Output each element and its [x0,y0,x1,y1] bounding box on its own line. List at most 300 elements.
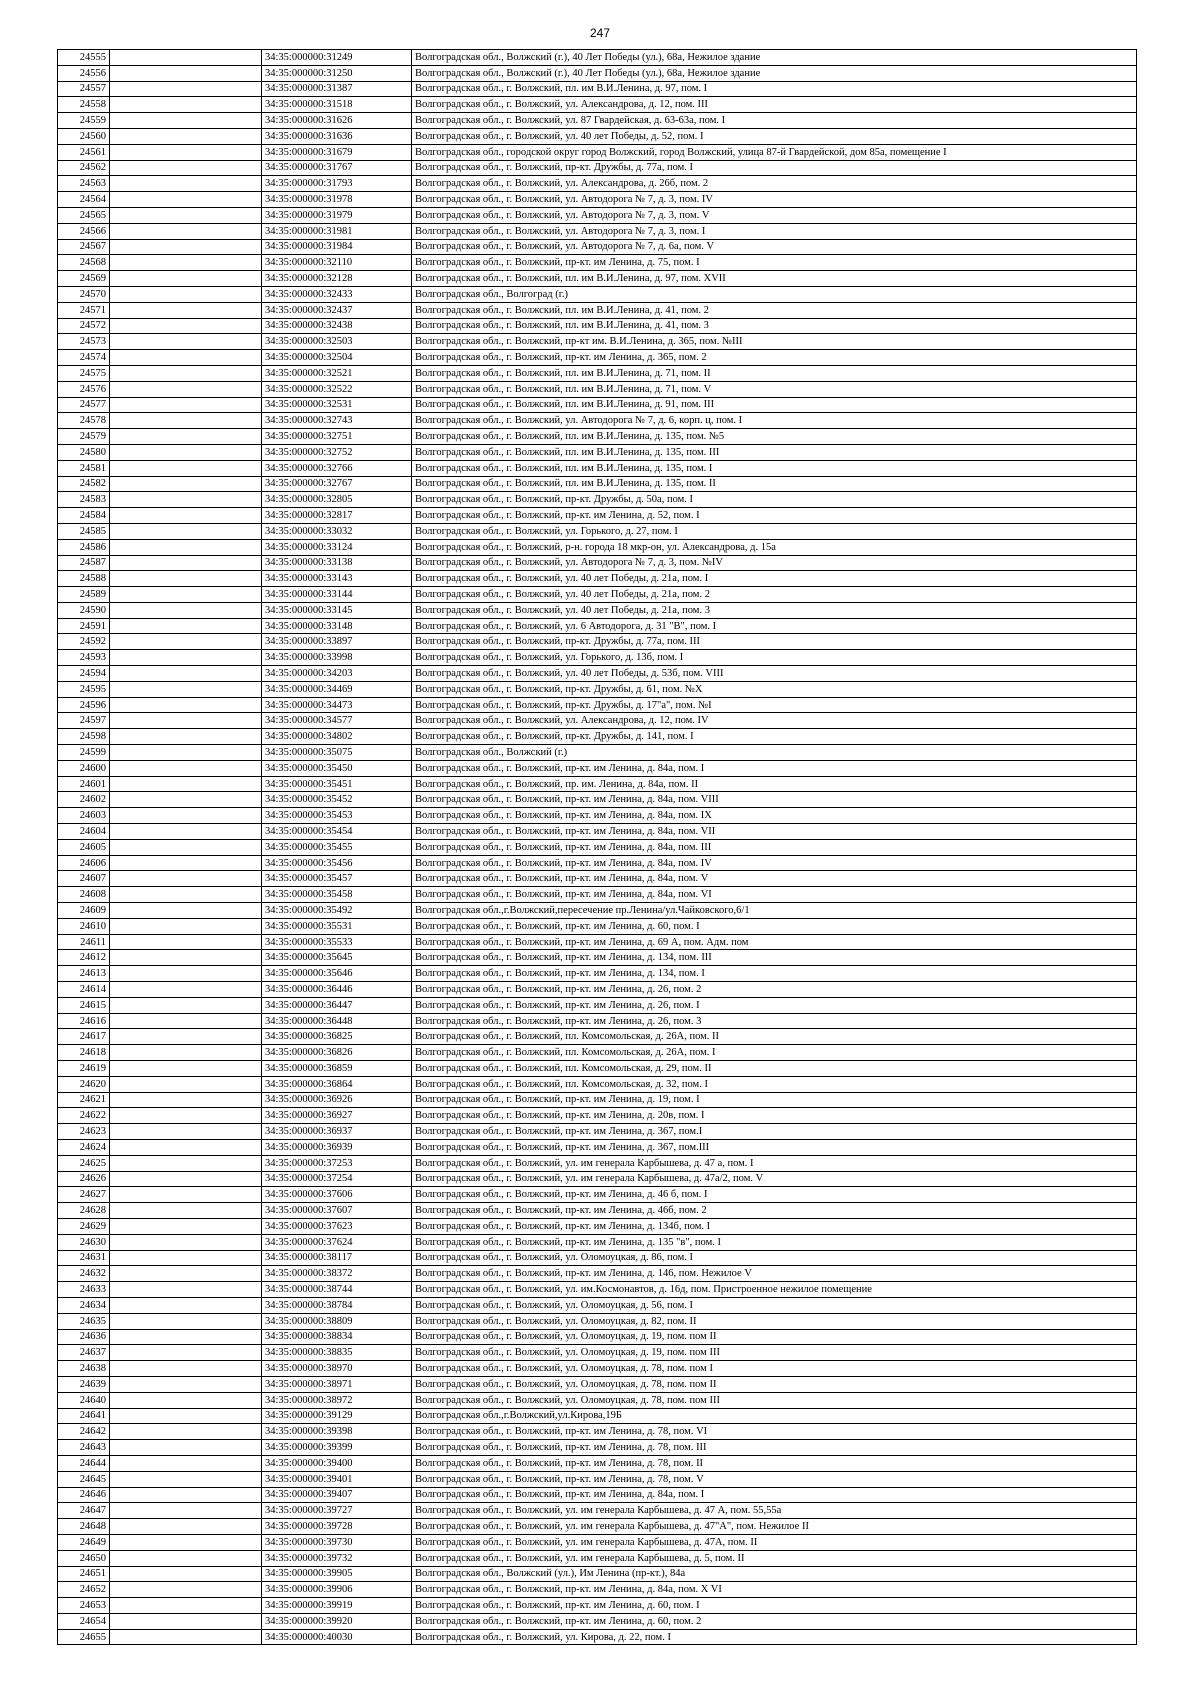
row-number-cell: 24590 [58,602,110,618]
empty-cell [110,824,262,840]
empty-cell [110,1534,262,1550]
row-number-cell: 24626 [58,1171,110,1187]
row-number-cell: 24569 [58,271,110,287]
empty-cell [110,950,262,966]
address-cell: Волгоградская обл., г. Волжский, ул. Автодорога № 7, д. 3, пом. V [412,207,1137,223]
cadastral-number-cell: 34:35:000000:33998 [262,650,412,666]
address-cell: Волгоградская обл., г. Волжский, пл. Комсомольская, д. 26А, пом. II [412,1029,1137,1045]
empty-cell [110,508,262,524]
table-row [58,444,1137,460]
row-number-cell: 24567 [58,239,110,255]
table-row [58,1266,1137,1282]
empty-cell [110,1424,262,1440]
empty-cell [110,1392,262,1408]
row-number-cell: 24561 [58,144,110,160]
cadastral-number-cell: 34:35:000000:31767 [262,160,412,176]
row-number-cell: 24573 [58,334,110,350]
address-cell: Волгоградская обл., г. Волжский, ул. им генерала Карбышева, д. 47 А, пом. 55,55а [412,1503,1137,1519]
cadastral-number-cell: 34:35:000000:32503 [262,334,412,350]
cadastral-number-cell: 34:35:000000:40030 [262,1629,412,1645]
address-cell: Волгоградская обл., г. Волжский, ул. 40 лет Победы, д. 53б, пом. VIII [412,666,1137,682]
empty-cell [110,144,262,160]
cadastral-number-cell: 34:35:000000:32743 [262,413,412,429]
table-row [58,318,1137,334]
address-cell: Волгоградская обл.,г.Волжский,пересечение пр.Ленина/ул.Чайковского,6/1 [412,903,1137,919]
row-number-cell: 24599 [58,745,110,761]
empty-cell [110,982,262,998]
empty-cell [110,634,262,650]
table-row [58,223,1137,239]
cadastral-number-cell: 34:35:000000:39906 [262,1582,412,1598]
row-number-cell: 24600 [58,760,110,776]
table-row [58,792,1137,808]
empty-cell [110,1282,262,1298]
row-number-cell: 24650 [58,1550,110,1566]
cadastral-number-cell: 34:35:000000:33143 [262,571,412,587]
address-cell: Волгоградская обл., г. Волжский, пр-кт им. В.И.Ленина, д. 365, пом. №III [412,334,1137,350]
cadastral-number-cell: 34:35:000000:37254 [262,1171,412,1187]
row-number-cell: 24631 [58,1250,110,1266]
cadastral-number-cell: 34:35:000000:31981 [262,223,412,239]
empty-cell [110,1376,262,1392]
row-number-cell: 24637 [58,1345,110,1361]
cadastral-number-cell: 34:35:000000:32805 [262,492,412,508]
row-number-cell: 24616 [58,1013,110,1029]
empty-cell [110,302,262,318]
row-number-cell: 24595 [58,681,110,697]
row-number-cell: 24559 [58,113,110,129]
cadastral-number-cell: 34:35:000000:38809 [262,1313,412,1329]
cadastral-number-cell: 34:35:000000:35531 [262,918,412,934]
empty-cell [110,255,262,271]
address-cell: Волгоградская обл., г. Волжский, ул. Оломоуцкая, д. 19, пом. пом II [412,1329,1137,1345]
table-row [58,1534,1137,1550]
cadastral-number-cell: 34:35:000000:32767 [262,476,412,492]
cadastral-number-cell: 34:35:000000:35456 [262,855,412,871]
address-cell: Волгоградская обл., г. Волжский, ул. Оломоуцкая, д. 86, пом. I [412,1250,1137,1266]
cadastral-number-cell: 34:35:000000:36937 [262,1124,412,1140]
table-row [58,523,1137,539]
cadastral-number-cell: 34:35:000000:39732 [262,1550,412,1566]
empty-cell [110,97,262,113]
row-number-cell: 24580 [58,444,110,460]
cadastral-number-cell: 34:35:000000:31978 [262,192,412,208]
table-row [58,397,1137,413]
address-cell: Волгоградская обл., г. Волжский, пр-кт. Дружбы, д. 77а, пом. I [412,160,1137,176]
address-cell: Волгоградская обл., г. Волжский, пл. им В.И.Ленина, д. 97, пом. I [412,81,1137,97]
row-number-cell: 24644 [58,1455,110,1471]
empty-cell [110,697,262,713]
row-number-cell: 24645 [58,1471,110,1487]
row-number-cell: 24570 [58,286,110,302]
empty-cell [110,1629,262,1645]
address-cell: Волгоградская обл., г. Волжский, пр-кт. им Ленина, д. 20в, пом. I [412,1108,1137,1124]
empty-cell [110,1218,262,1234]
cadastral-number-cell: 34:35:000000:34203 [262,666,412,682]
address-cell: Волгоградская обл., г. Волжский, пл. им В.И.Ленина, д. 135, пом. III [412,444,1137,460]
cadastral-number-cell: 34:35:000000:31249 [262,50,412,66]
empty-cell [110,887,262,903]
address-cell: Волгоградская обл., г. Волжский, пл. Комсомольская, д. 32, пом. I [412,1076,1137,1092]
address-cell: Волгоградская обл., г. Волжский, ул. Автодорога № 7, д. 3, пом. IV [412,192,1137,208]
table-row [58,1345,1137,1361]
address-cell: Волгоградская обл., Волжский (г.), 40 Лет Победы (ул.), 68а, Нежилое здание [412,65,1137,81]
empty-cell [110,729,262,745]
table-row [58,176,1137,192]
address-cell: Волгоградская обл., г. Волжский, пр-кт. им Ленина, д. 146, пом. Нежилое V [412,1266,1137,1282]
table-row [58,1598,1137,1614]
address-cell: Волгоградская обл., г. Волжский, пр-кт. им Ленина, д. 26, пом. I [412,997,1137,1013]
row-number-cell: 24638 [58,1361,110,1377]
row-number-cell: 24649 [58,1534,110,1550]
address-cell: Волгоградская обл., г. Волжский, пр-кт. Дружбы, д. 141, пом. I [412,729,1137,745]
address-cell: Волгоградская обл., г. Волжский, ул. им генерала Карбышева, д. 47"А", пом. Нежилое II [412,1519,1137,1535]
address-cell: Волгоградская обл., г. Волжский, пр-кт. Дружбы, д. 50а, пом. I [412,492,1137,508]
empty-cell [110,381,262,397]
table-row [58,918,1137,934]
row-number-cell: 24623 [58,1124,110,1140]
empty-cell [110,271,262,287]
row-number-cell: 24634 [58,1297,110,1313]
row-number-cell: 24636 [58,1329,110,1345]
cadastral-number-cell: 34:35:000000:38784 [262,1297,412,1313]
row-number-cell: 24603 [58,808,110,824]
empty-cell [110,934,262,950]
cadastral-number-cell: 34:35:000000:37253 [262,1155,412,1171]
empty-cell [110,523,262,539]
row-number-cell: 24652 [58,1582,110,1598]
cadastral-number-cell: 34:35:000000:38834 [262,1329,412,1345]
empty-cell [110,239,262,255]
cadastral-number-cell: 34:35:000000:36939 [262,1139,412,1155]
row-number-cell: 24594 [58,666,110,682]
empty-cell [110,334,262,350]
table-row [58,950,1137,966]
cadastral-number-cell: 34:35:000000:32437 [262,302,412,318]
table-row [58,255,1137,271]
address-cell: Волгоградская обл., г. Волжский, пр-кт. им Ленина, д. 134, пом. III [412,950,1137,966]
address-cell: Волгоградская обл., г. Волжский, пр-кт. им Ленина, д. 78, пом. III [412,1440,1137,1456]
address-cell: Волгоградская обл., г. Волжский, ул. им генерала Карбышева, д. 47 а, пом. I [412,1155,1137,1171]
address-cell: Волгоградская обл., г. Волжский, пл. Комсомольская, д. 26А, пом. I [412,1045,1137,1061]
cadastral-number-cell: 34:35:000000:37623 [262,1218,412,1234]
address-cell: Волгоградская обл., г. Волжский, пр-кт. им Ленина, д. 60, пом. 2 [412,1613,1137,1629]
table-row [58,1503,1137,1519]
empty-cell [110,1234,262,1250]
address-cell: Волгоградская обл., г. Волжский, ул. Александрова, д. 12, пом. IV [412,713,1137,729]
address-cell: Волгоградская обл., г. Волжский, ул. 87 Гвардейская, д. 63-63а, пом. I [412,113,1137,129]
table-row [58,302,1137,318]
address-cell: Волгоградская обл., г. Волжский, пр-кт. им Ленина, д. 46б, пом. 2 [412,1203,1137,1219]
empty-cell [110,460,262,476]
row-number-cell: 24642 [58,1424,110,1440]
cadastral-number-cell: 34:35:000000:39905 [262,1566,412,1582]
cadastral-number-cell: 34:35:000000:31636 [262,128,412,144]
table-row [58,1108,1137,1124]
table-row [58,1519,1137,1535]
table-row [58,1234,1137,1250]
table-row [58,239,1137,255]
empty-cell [110,792,262,808]
cadastral-number-cell: 34:35:000000:33032 [262,523,412,539]
empty-cell [110,1471,262,1487]
address-cell: Волгоградская обл., г. Волжский, пр-кт. им Ленина, д. 84а, пом. I [412,760,1137,776]
row-number-cell: 24622 [58,1108,110,1124]
cadastral-number-cell: 34:35:000000:39399 [262,1440,412,1456]
row-number-cell: 24576 [58,381,110,397]
address-cell: Волгоградская обл., г. Волжский, ул. им.Космонавтов, д. 16д, пом. Пристроенное нежилое помещение [412,1282,1137,1298]
row-number-cell: 24558 [58,97,110,113]
cadastral-number-cell: 34:35:000000:38971 [262,1376,412,1392]
table-row [58,50,1137,66]
empty-cell [110,1566,262,1582]
row-number-cell: 24557 [58,81,110,97]
table-row [58,81,1137,97]
row-number-cell: 24577 [58,397,110,413]
address-cell: Волгоградская обл., г. Волжский, пр-кт. им Ленина, д. 84а, пом. VIII [412,792,1137,808]
table-row [58,334,1137,350]
row-number-cell: 24571 [58,302,110,318]
table-row [58,65,1137,81]
empty-cell [110,918,262,934]
row-number-cell: 24639 [58,1376,110,1392]
row-number-cell: 24612 [58,950,110,966]
row-number-cell: 24655 [58,1629,110,1645]
empty-cell [110,176,262,192]
address-cell: Волгоградская обл., г. Волжский, ул. Горького, д. 27, пом. I [412,523,1137,539]
empty-cell [110,429,262,445]
row-number-cell: 24564 [58,192,110,208]
registry-table [57,49,1137,1645]
empty-cell [110,1550,262,1566]
empty-cell [110,871,262,887]
row-number-cell: 24610 [58,918,110,934]
cadastral-number-cell: 34:35:000000:34473 [262,697,412,713]
empty-cell [110,855,262,871]
address-cell: Волгоградская обл., Волжский (ул.), Им Ленина (пр-кт.), 84а [412,1566,1137,1582]
row-number-cell: 24605 [58,839,110,855]
table-row [58,982,1137,998]
empty-cell [110,128,262,144]
address-cell: Волгоградская обл., г. Волжский, пл. им В.И.Ленина, д. 135, пом. I [412,460,1137,476]
table-row [58,1566,1137,1582]
table-row [58,413,1137,429]
empty-cell [110,808,262,824]
address-cell: Волгоградская обл., г. Волжский, ул. Оломоуцкая, д. 78, пом. пом III [412,1392,1137,1408]
table-row [58,1297,1137,1313]
cadastral-number-cell: 34:35:000000:35646 [262,966,412,982]
table-row [58,966,1137,982]
table-row [58,855,1137,871]
cadastral-number-cell: 34:35:000000:35492 [262,903,412,919]
empty-cell [110,492,262,508]
cadastral-number-cell: 34:35:000000:38835 [262,1345,412,1361]
table-row [58,460,1137,476]
empty-cell [110,1345,262,1361]
cadastral-number-cell: 34:35:000000:35451 [262,776,412,792]
address-cell: Волгоградская обл.,г.Волжский,ул.Кирова,19Б [412,1408,1137,1424]
empty-cell [110,571,262,587]
row-number-cell: 24581 [58,460,110,476]
address-cell: Волгоградская обл., г. Волжский, пр-кт. им Ленина, д. 365, пом. 2 [412,350,1137,366]
row-number-cell: 24633 [58,1282,110,1298]
row-number-cell: 24565 [58,207,110,223]
row-number-cell: 24618 [58,1045,110,1061]
table-row [58,1045,1137,1061]
address-cell: Волгоградская обл., г. Волжский, пр-кт. им Ленина, д. 78, пом. V [412,1471,1137,1487]
address-cell: Волгоградская обл., г. Волжский, пр-кт. им Ленина, д. 78, пом. II [412,1455,1137,1471]
table-row [58,429,1137,445]
row-number-cell: 24647 [58,1503,110,1519]
row-number-cell: 24604 [58,824,110,840]
table-row [58,681,1137,697]
address-cell: Волгоградская обл., г. Волжский, ул. Автодорога № 7, д. 3, пом. I [412,223,1137,239]
row-number-cell: 24572 [58,318,110,334]
table-row [58,729,1137,745]
address-cell: Волгоградская обл., г. Волжский, пр-кт. им Ленина, д. 26, пом. 2 [412,982,1137,998]
address-cell: Волгоградская обл., г. Волжский, пр-кт. им Ленина, д. 69 А, пом. Адм. пом [412,934,1137,950]
cadastral-number-cell: 34:35:000000:32128 [262,271,412,287]
cadastral-number-cell: 34:35:000000:33897 [262,634,412,650]
cadastral-number-cell: 34:35:000000:37624 [262,1234,412,1250]
address-cell: Волгоградская обл., г. Волжский, ул. Оломоуцкая, д. 56, пом. I [412,1297,1137,1313]
cadastral-number-cell: 34:35:000000:36926 [262,1092,412,1108]
table-row [58,113,1137,129]
address-cell: Волгоградская обл., г. Волжский, пр-кт. им Ленина, д. 52, пом. I [412,508,1137,524]
cadastral-number-cell: 34:35:000000:36826 [262,1045,412,1061]
table-row [58,903,1137,919]
row-number-cell: 24574 [58,350,110,366]
table-row [58,1203,1137,1219]
empty-cell [110,618,262,634]
table-row [58,128,1137,144]
table-row [58,476,1137,492]
empty-cell [110,1045,262,1061]
empty-cell [110,207,262,223]
address-cell: Волгоградская обл., г. Волжский, пр-кт. им Ленина, д. 60, пом. I [412,918,1137,934]
cadastral-number-cell: 34:35:000000:35452 [262,792,412,808]
empty-cell [110,1076,262,1092]
address-cell: Волгоградская обл., г. Волжский, пр-кт. им Ленина, д. 19, пом. I [412,1092,1137,1108]
cadastral-number-cell: 34:35:000000:36447 [262,997,412,1013]
cadastral-number-cell: 34:35:000000:32521 [262,365,412,381]
table-row [58,1155,1137,1171]
table-row [58,634,1137,650]
empty-cell [110,1092,262,1108]
cadastral-number-cell: 34:35:000000:35075 [262,745,412,761]
empty-cell [110,1582,262,1598]
cadastral-number-cell: 34:35:000000:35645 [262,950,412,966]
address-cell: Волгоградская обл., г. Волжский, ул. 40 лет Победы, д. 52, пом. I [412,128,1137,144]
address-cell: Волгоградская обл., г. Волжский, пр-кт. им Ленина, д. 134б, пом. I [412,1218,1137,1234]
page-number: 247 [589,26,611,40]
empty-cell [110,476,262,492]
address-cell: Волгоградская обл., г. Волжский, ул. Кирова, д. 22, пом. I [412,1629,1137,1645]
address-cell: Волгоградская обл., г. Волжский, пр-кт. им Ленина, д. 367, пом.I [412,1124,1137,1140]
address-cell: Волгоградская обл., г. Волжский, пр-кт. Дружбы, д. 61, пом. №X [412,681,1137,697]
table-row [58,602,1137,618]
table-row [58,1361,1137,1377]
empty-cell [110,1613,262,1629]
address-cell: Волгоградская обл., г. Волжский, ул. Оломоуцкая, д. 82, пом. II [412,1313,1137,1329]
empty-cell [110,587,262,603]
row-number-cell: 24591 [58,618,110,634]
row-number-cell: 24586 [58,539,110,555]
row-number-cell: 24632 [58,1266,110,1282]
table-row [58,871,1137,887]
empty-cell [110,1455,262,1471]
empty-cell [110,1155,262,1171]
address-cell: Волгоградская обл., г. Волжский, пр-кт. им Ленина, д. 135 "в", пом. I [412,1234,1137,1250]
empty-cell [110,602,262,618]
empty-cell [110,1139,262,1155]
table-row [58,192,1137,208]
address-cell: Волгоградская обл., г. Волжский, пр-кт. им Ленина, д. 84а, пом. IV [412,855,1137,871]
table-row [58,1487,1137,1503]
cadastral-number-cell: 34:35:000000:35533 [262,934,412,950]
empty-cell [110,1203,262,1219]
row-number-cell: 24640 [58,1392,110,1408]
address-cell: Волгоградская обл., г. Волжский, пл. им В.И.Ленина, д. 91, пом. III [412,397,1137,413]
table-row [58,1171,1137,1187]
row-number-cell: 24592 [58,634,110,650]
address-cell: Волгоградская обл., г. Волжский, пл. им В.И.Ленина, д. 71, пом. V [412,381,1137,397]
address-cell: Волгоградская обл., г. Волжский, пл. им В.И.Ленина, д. 135, пом. №5 [412,429,1137,445]
row-number-cell: 24643 [58,1440,110,1456]
row-number-cell: 24620 [58,1076,110,1092]
empty-cell [110,903,262,919]
empty-cell [110,1313,262,1329]
table-row [58,350,1137,366]
address-cell: Волгоградская обл., г. Волжский, пр-кт. им Ленина, д. 84а, пом. VI [412,887,1137,903]
cadastral-number-cell: 34:35:000000:39407 [262,1487,412,1503]
table-row [58,1218,1137,1234]
cadastral-number-cell: 34:35:000000:39398 [262,1424,412,1440]
empty-cell [110,286,262,302]
table-row [58,1455,1137,1471]
row-number-cell: 24615 [58,997,110,1013]
row-number-cell: 24579 [58,429,110,445]
cadastral-number-cell: 34:35:000000:31518 [262,97,412,113]
address-cell: Волгоградская обл., г. Волжский, ул. Автодорога № 7, д. 6а, пом. V [412,239,1137,255]
address-cell: Волгоградская обл., г. Волжский, пр-кт. им Ленина, д. 60, пом. I [412,1598,1137,1614]
row-number-cell: 24593 [58,650,110,666]
address-cell: Волгоградская обл., г. Волжский, ул. Александрова, д. 26б, пом. 2 [412,176,1137,192]
cadastral-number-cell: 34:35:000000:39401 [262,1471,412,1487]
address-cell: Волгоградская обл., г. Волжский, пл. им В.И.Ленина, д. 97, пом. XVII [412,271,1137,287]
row-number-cell: 24566 [58,223,110,239]
empty-cell [110,1124,262,1140]
empty-cell [110,350,262,366]
table-row [58,160,1137,176]
table-row [58,144,1137,160]
row-number-cell: 24588 [58,571,110,587]
table-row [58,997,1137,1013]
table-row [58,1613,1137,1629]
row-number-cell: 24582 [58,476,110,492]
cadastral-number-cell: 34:35:000000:31626 [262,113,412,129]
row-number-cell: 24598 [58,729,110,745]
empty-cell [110,1187,262,1203]
address-cell: Волгоградская обл., г. Волжский, пр-кт. им Ленина, д. 367, пом.III [412,1139,1137,1155]
empty-cell [110,1029,262,1045]
cadastral-number-cell: 34:35:000000:34577 [262,713,412,729]
address-cell: Волгоградская обл., г. Волжский, пл. Комсомольская, д. 29, пом. II [412,1061,1137,1077]
row-number-cell: 24589 [58,587,110,603]
cadastral-number-cell: 34:35:000000:38372 [262,1266,412,1282]
cadastral-number-cell: 34:35:000000:36448 [262,1013,412,1029]
table-row [58,808,1137,824]
